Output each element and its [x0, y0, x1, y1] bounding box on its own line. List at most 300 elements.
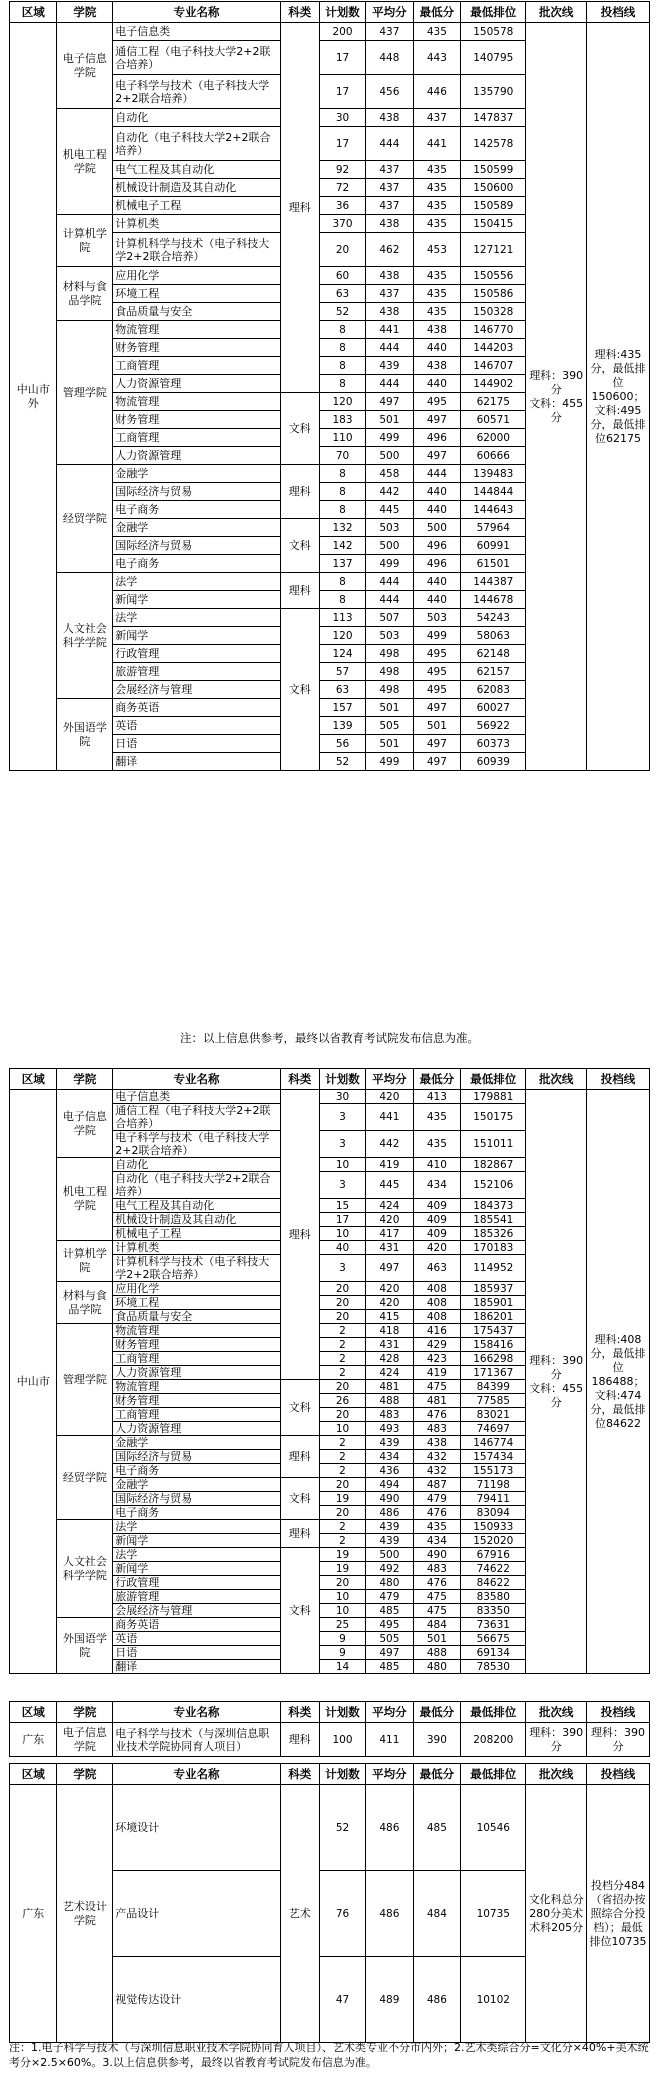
- rank-cell: 171367: [461, 1366, 526, 1380]
- min-cell: 497: [413, 447, 460, 465]
- plan-cell: 183: [319, 411, 365, 429]
- plan-cell: 8: [319, 573, 365, 591]
- header-rank: 最低排位: [461, 1069, 526, 1090]
- tdx-cell: 投档分484（省招办按照综合分投档）；最低排位10735: [586, 1785, 649, 2043]
- major-cell: 工商管理: [113, 1352, 280, 1366]
- rank-cell: 10735: [461, 1871, 526, 1957]
- major-cell: 机械设计制造及其自动化: [113, 179, 280, 197]
- plan-cell: 26: [319, 1394, 365, 1408]
- avg-cell: 445: [366, 501, 413, 519]
- plan-cell: 17: [319, 1213, 365, 1227]
- major-cell: 国际经济与贸易: [113, 483, 280, 501]
- plan-cell: 17: [319, 75, 365, 109]
- avg-cell: 498: [366, 681, 413, 699]
- plan-cell: 9: [319, 1646, 365, 1660]
- rank-cell: 69134: [461, 1646, 526, 1660]
- college-cell: 电子信息学院: [57, 23, 113, 109]
- min-cell: 496: [413, 537, 460, 555]
- plan-cell: 113: [319, 609, 365, 627]
- avg-cell: 495: [366, 1618, 413, 1632]
- avg-cell: 458: [366, 465, 413, 483]
- rank-cell: 73631: [461, 1618, 526, 1632]
- min-cell: 484: [413, 1871, 460, 1957]
- plan-cell: 124: [319, 645, 365, 663]
- rank-cell: 84622: [461, 1576, 526, 1590]
- plan-cell: 57: [319, 663, 365, 681]
- plan-cell: 63: [319, 681, 365, 699]
- subject-cell: 理科: [280, 1520, 319, 1548]
- avg-cell: 497: [366, 393, 413, 411]
- table-zhongshan: [9, 1068, 650, 1674]
- major-cell: 通信工程（电子科技大学2+2联合培养）: [113, 1104, 280, 1131]
- rank-cell: 60027: [461, 699, 526, 717]
- plan-cell: 110: [319, 429, 365, 447]
- table-row: [10, 23, 650, 41]
- plan-cell: 139: [319, 717, 365, 735]
- plan-cell: 8: [319, 465, 365, 483]
- plan-cell: 60: [319, 267, 365, 285]
- rank-cell: 144643: [461, 501, 526, 519]
- rank-cell: 157434: [461, 1450, 526, 1464]
- college-cell: 管理学院: [57, 321, 113, 465]
- major-cell: 机械电子工程: [113, 1227, 280, 1241]
- rank-cell: 56675: [461, 1632, 526, 1646]
- major-cell: 环境设计: [113, 1785, 280, 1871]
- rank-cell: 142578: [461, 127, 526, 161]
- avg-cell: 503: [366, 519, 413, 537]
- rank-cell: 150578: [461, 23, 526, 41]
- header-subject: 科类: [280, 2, 319, 23]
- plan-cell: 2: [319, 1324, 365, 1338]
- rank-cell: 150600: [461, 179, 526, 197]
- rank-cell: 62157: [461, 663, 526, 681]
- avg-cell: 489: [366, 1957, 413, 2043]
- avg-cell: 420: [366, 1296, 413, 1310]
- avg-cell: 479: [366, 1590, 413, 1604]
- rank-cell: 84399: [461, 1380, 526, 1394]
- major-cell: 金融学: [113, 1436, 280, 1450]
- batch-cell: 理科：390分: [526, 1723, 587, 1757]
- major-cell: 财务管理: [113, 1394, 280, 1408]
- rank-cell: 54243: [461, 609, 526, 627]
- min-cell: 440: [413, 375, 460, 393]
- major-cell: 电子科学与技术（电子科技大学2+2联合培养）: [113, 1131, 280, 1158]
- min-cell: 423: [413, 1352, 460, 1366]
- rank-cell: 60666: [461, 447, 526, 465]
- major-cell: 机械设计制造及其自动化: [113, 1213, 280, 1227]
- major-cell: 法学: [113, 1520, 280, 1534]
- header-row: [10, 2, 650, 23]
- plan-cell: 15: [319, 1199, 365, 1213]
- table-guangdong-cooperative: [9, 1701, 650, 1757]
- rank-cell: 58063: [461, 627, 526, 645]
- major-cell: 食品质量与安全: [113, 303, 280, 321]
- plan-cell: 8: [319, 501, 365, 519]
- avg-cell: 437: [366, 197, 413, 215]
- avg-cell: 438: [366, 109, 413, 127]
- rank-cell: 114952: [461, 1255, 526, 1282]
- avg-cell: 438: [366, 215, 413, 233]
- subject-cell: 文科: [280, 1380, 319, 1436]
- major-cell: 计算机科学与技术（电子科技大学2+2联合培养）: [113, 233, 280, 267]
- rank-cell: 150415: [461, 215, 526, 233]
- rank-cell: 135790: [461, 75, 526, 109]
- college-cell: 机电工程学院: [57, 1158, 113, 1241]
- header-subject: 科类: [280, 1069, 319, 1090]
- rank-cell: 62083: [461, 681, 526, 699]
- rank-cell: 150328: [461, 303, 526, 321]
- min-cell: 497: [413, 411, 460, 429]
- min-cell: 440: [413, 501, 460, 519]
- subject-cell: 理科: [280, 465, 319, 519]
- header-batch: 批次线: [526, 1702, 587, 1723]
- avg-cell: 498: [366, 645, 413, 663]
- min-cell: 495: [413, 393, 460, 411]
- avg-cell: 488: [366, 1394, 413, 1408]
- major-cell: 新闻学: [113, 627, 280, 645]
- min-cell: 480: [413, 1660, 460, 1674]
- min-cell: 499: [413, 627, 460, 645]
- min-cell: 432: [413, 1450, 460, 1464]
- rank-cell: 57964: [461, 519, 526, 537]
- min-cell: 443: [413, 41, 460, 75]
- major-cell: 机械电子工程: [113, 197, 280, 215]
- major-cell: 电子信息类: [113, 23, 280, 41]
- min-cell: 435: [413, 267, 460, 285]
- rank-cell: 182867: [461, 1158, 526, 1172]
- plan-cell: 30: [319, 109, 365, 127]
- plan-cell: 142: [319, 537, 365, 555]
- min-cell: 434: [413, 1534, 460, 1548]
- batch-cell: 理科：390分 文科：455分: [526, 1090, 587, 1674]
- rank-cell: 139483: [461, 465, 526, 483]
- area-cell: 中山市外: [10, 23, 57, 771]
- header-avg: 平均分: [366, 1702, 413, 1723]
- min-cell: 496: [413, 555, 460, 573]
- major-cell: 工商管理: [113, 357, 280, 375]
- plan-cell: 52: [319, 1785, 365, 1871]
- header-batch: 批次线: [526, 1764, 587, 1785]
- major-cell: 日语: [113, 1646, 280, 1660]
- area-cell: 中山市: [10, 1090, 57, 1674]
- rank-cell: 150175: [461, 1104, 526, 1131]
- avg-cell: 420: [366, 1282, 413, 1296]
- min-cell: 432: [413, 1464, 460, 1478]
- min-cell: 444: [413, 465, 460, 483]
- plan-cell: 2: [319, 1436, 365, 1450]
- avg-cell: 419: [366, 1158, 413, 1172]
- plan-cell: 52: [319, 303, 365, 321]
- plan-cell: 20: [319, 1408, 365, 1422]
- college-cell: 材料与食品学院: [57, 267, 113, 321]
- header-batch: 批次线: [526, 2, 587, 23]
- min-cell: 440: [413, 573, 460, 591]
- major-cell: 国际经济与贸易: [113, 1492, 280, 1506]
- major-cell: 电子商务: [113, 555, 280, 573]
- footnote: 注：1.电子科学与技术（与深圳信息职业技术学院协同育人项目）、艺术类专业不分市内外；2.艺术类综合分=文化分×40%+美术统考分×2.5×60%。3.以上信息供参考，最终以省教育考试院发布信息为准。: [9, 2041, 649, 2069]
- college-cell: 电子信息学院: [57, 1723, 113, 1757]
- min-cell: 475: [413, 1604, 460, 1618]
- major-cell: 法学: [113, 573, 280, 591]
- header-major: 专业名称: [113, 1702, 280, 1723]
- major-cell: 金融学: [113, 1478, 280, 1492]
- plan-cell: 2: [319, 1450, 365, 1464]
- header-plan: 计划数: [319, 1069, 365, 1090]
- header-row: [10, 1702, 650, 1723]
- area-cell: 广东: [10, 1723, 57, 1757]
- min-cell: 435: [413, 1131, 460, 1158]
- rank-cell: 155173: [461, 1464, 526, 1478]
- college-cell: 外国语学院: [57, 1618, 113, 1674]
- table-row: [10, 1723, 650, 1757]
- min-cell: 484: [413, 1618, 460, 1632]
- min-cell: 475: [413, 1590, 460, 1604]
- subject-cell: 理科: [280, 1436, 319, 1478]
- major-cell: 人力资源管理: [113, 1422, 280, 1436]
- avg-cell: 500: [366, 447, 413, 465]
- avg-cell: 497: [366, 1646, 413, 1660]
- avg-cell: 486: [366, 1506, 413, 1520]
- major-cell: 物流管理: [113, 1380, 280, 1394]
- plan-cell: 3: [319, 1104, 365, 1131]
- major-cell: 应用化学: [113, 1282, 280, 1296]
- avg-cell: 494: [366, 1478, 413, 1492]
- subject-cell: 艺术: [280, 1785, 319, 2043]
- major-cell: 环境工程: [113, 285, 280, 303]
- plan-cell: 20: [319, 1380, 365, 1394]
- plan-cell: 20: [319, 233, 365, 267]
- major-cell: 翻译: [113, 753, 280, 771]
- header-college: 学院: [57, 2, 113, 23]
- plan-cell: 9: [319, 1632, 365, 1646]
- plan-cell: 25: [319, 1618, 365, 1632]
- rank-cell: 152106: [461, 1172, 526, 1199]
- plan-cell: 2: [319, 1534, 365, 1548]
- major-cell: 通信工程（电子科技大学2+2联合培养）: [113, 41, 280, 75]
- major-cell: 英语: [113, 717, 280, 735]
- major-cell: 新闻学: [113, 1562, 280, 1576]
- major-cell: 人力资源管理: [113, 1366, 280, 1380]
- rank-cell: 78530: [461, 1660, 526, 1674]
- avg-cell: 420: [366, 1090, 413, 1104]
- avg-cell: 442: [366, 483, 413, 501]
- major-cell: 自动化: [113, 109, 280, 127]
- rank-cell: 60373: [461, 735, 526, 753]
- tdx-cell: 理科:435分，最低排位150600；文科:495分，最低排位62175: [586, 23, 649, 771]
- plan-cell: 10: [319, 1422, 365, 1436]
- avg-cell: 500: [366, 537, 413, 555]
- college-cell: 人文社会科学学院: [57, 573, 113, 699]
- header-batch: 批次线: [526, 1069, 587, 1090]
- subject-cell: 文科: [280, 393, 319, 465]
- header-min: 最低分: [413, 1702, 460, 1723]
- plan-cell: 17: [319, 41, 365, 75]
- major-cell: 国际经济与贸易: [113, 537, 280, 555]
- rank-cell: 83021: [461, 1408, 526, 1422]
- min-cell: 420: [413, 1241, 460, 1255]
- avg-cell: 462: [366, 233, 413, 267]
- rank-cell: 150586: [461, 285, 526, 303]
- plan-cell: 2: [319, 1366, 365, 1380]
- header-avg: 平均分: [366, 1069, 413, 1090]
- table-row: [10, 1090, 650, 1104]
- avg-cell: 437: [366, 285, 413, 303]
- rank-cell: 77585: [461, 1394, 526, 1408]
- avg-cell: 437: [366, 161, 413, 179]
- min-cell: 476: [413, 1576, 460, 1590]
- college-cell: 人文社会科学学院: [57, 1520, 113, 1618]
- college-cell: 外国语学院: [57, 699, 113, 771]
- plan-cell: 100: [319, 1723, 365, 1757]
- avg-cell: 415: [366, 1310, 413, 1324]
- major-cell: 法学: [113, 609, 280, 627]
- rank-cell: 10546: [461, 1785, 526, 1871]
- table-outside-zhongshan: [9, 1, 650, 771]
- plan-cell: 63: [319, 285, 365, 303]
- rank-cell: 79411: [461, 1492, 526, 1506]
- min-cell: 390: [413, 1723, 460, 1757]
- major-cell: 电气工程及其自动化: [113, 1199, 280, 1213]
- rank-cell: 175437: [461, 1324, 526, 1338]
- college-cell: 电子信息学院: [57, 1090, 113, 1158]
- plan-cell: 70: [319, 447, 365, 465]
- batch-cell: 理科：390分 文科：455分: [526, 23, 587, 771]
- college-cell: 经贸学院: [57, 1436, 113, 1520]
- min-cell: 408: [413, 1310, 460, 1324]
- subject-cell: 文科: [280, 1478, 319, 1520]
- rank-cell: 158416: [461, 1338, 526, 1352]
- plan-cell: 2: [319, 1520, 365, 1534]
- min-cell: 410: [413, 1158, 460, 1172]
- plan-cell: 370: [319, 215, 365, 233]
- avg-cell: 486: [366, 1785, 413, 1871]
- avg-cell: 434: [366, 1450, 413, 1464]
- major-cell: 电子商务: [113, 1464, 280, 1478]
- plan-cell: 20: [319, 1506, 365, 1520]
- avg-cell: 501: [366, 735, 413, 753]
- plan-cell: 76: [319, 1871, 365, 1957]
- avg-cell: 483: [366, 1408, 413, 1422]
- avg-cell: 444: [366, 339, 413, 357]
- plan-cell: 3: [319, 1131, 365, 1158]
- min-cell: 408: [413, 1282, 460, 1296]
- college-cell: 计算机学院: [57, 1241, 113, 1282]
- subject-cell: 理科: [280, 1723, 319, 1757]
- major-cell: 物流管理: [113, 1324, 280, 1338]
- min-cell: 495: [413, 645, 460, 663]
- plan-cell: 20: [319, 1478, 365, 1492]
- major-cell: 日语: [113, 735, 280, 753]
- major-cell: 电子商务: [113, 501, 280, 519]
- rank-cell: 127121: [461, 233, 526, 267]
- table-row: [10, 1785, 650, 1871]
- rank-cell: 170183: [461, 1241, 526, 1255]
- header-tdx: 投档线: [586, 1702, 649, 1723]
- avg-cell: 420: [366, 1213, 413, 1227]
- major-cell: 行政管理: [113, 1576, 280, 1590]
- rank-cell: 144678: [461, 591, 526, 609]
- major-cell: 财务管理: [113, 1338, 280, 1352]
- subject-cell: 文科: [280, 519, 319, 573]
- rank-cell: 150933: [461, 1520, 526, 1534]
- min-cell: 435: [413, 161, 460, 179]
- plan-cell: 8: [319, 357, 365, 375]
- major-cell: 商务英语: [113, 1618, 280, 1632]
- tdx-cell: 理科:408分，最低排位186488；文科:474分，最低排位84622: [586, 1090, 649, 1674]
- major-cell: 环境工程: [113, 1296, 280, 1310]
- major-cell: 自动化（电子科技大学2+2联合培养）: [113, 127, 280, 161]
- major-cell: 电子商务: [113, 1506, 280, 1520]
- avg-cell: 499: [366, 429, 413, 447]
- avg-cell: 485: [366, 1604, 413, 1618]
- avg-cell: 481: [366, 1380, 413, 1394]
- header-tdx: 投档线: [586, 1764, 649, 1785]
- header-tdx: 投档线: [586, 1069, 649, 1090]
- plan-cell: 10: [319, 1590, 365, 1604]
- min-cell: 435: [413, 1104, 460, 1131]
- rank-cell: 56922: [461, 717, 526, 735]
- rank-cell: 185937: [461, 1282, 526, 1296]
- rank-cell: 10102: [461, 1957, 526, 2043]
- major-cell: 新闻学: [113, 591, 280, 609]
- major-cell: 物流管理: [113, 393, 280, 411]
- avg-cell: 444: [366, 127, 413, 161]
- plan-cell: 56: [319, 735, 365, 753]
- min-cell: 501: [413, 717, 460, 735]
- avg-cell: 501: [366, 699, 413, 717]
- header-avg: 平均分: [366, 1764, 413, 1785]
- rank-cell: 146774: [461, 1436, 526, 1450]
- rank-cell: 62175: [461, 393, 526, 411]
- major-cell: 会展经济与管理: [113, 1604, 280, 1618]
- avg-cell: 492: [366, 1562, 413, 1576]
- avg-cell: 418: [366, 1324, 413, 1338]
- min-cell: 438: [413, 1436, 460, 1450]
- min-cell: 435: [413, 303, 460, 321]
- rank-cell: 83580: [461, 1590, 526, 1604]
- major-cell: 旅游管理: [113, 1590, 280, 1604]
- rank-cell: 184373: [461, 1199, 526, 1213]
- avg-cell: 501: [366, 411, 413, 429]
- college-cell: 计算机学院: [57, 215, 113, 267]
- avg-cell: 442: [366, 1131, 413, 1158]
- header-avg: 平均分: [366, 2, 413, 23]
- avg-cell: 441: [366, 1104, 413, 1131]
- major-cell: 金融学: [113, 519, 280, 537]
- plan-cell: 8: [319, 483, 365, 501]
- major-cell: 电子科学与技术（与深圳信息职业技术学院协同育人项目）: [113, 1723, 280, 1757]
- plan-cell: 20: [319, 1296, 365, 1310]
- plan-cell: 10: [319, 1158, 365, 1172]
- plan-cell: 30: [319, 1090, 365, 1104]
- plan-cell: 17: [319, 127, 365, 161]
- header-college: 学院: [57, 1764, 113, 1785]
- major-cell: 电子科学与技术（电子科技大学2+2联合培养）: [113, 75, 280, 109]
- avg-cell: 424: [366, 1366, 413, 1380]
- header-min: 最低分: [413, 1069, 460, 1090]
- avg-cell: 500: [366, 1548, 413, 1562]
- rank-cell: 186201: [461, 1310, 526, 1324]
- min-cell: 503: [413, 609, 460, 627]
- major-cell: 自动化（电子科技大学2+2联合培养）: [113, 1172, 280, 1199]
- avg-cell: 411: [366, 1723, 413, 1757]
- major-cell: 自动化: [113, 1158, 280, 1172]
- major-cell: 英语: [113, 1632, 280, 1646]
- major-cell: 翻译: [113, 1660, 280, 1674]
- header-plan: 计划数: [319, 2, 365, 23]
- rank-cell: 83350: [461, 1604, 526, 1618]
- avg-cell: 439: [366, 1534, 413, 1548]
